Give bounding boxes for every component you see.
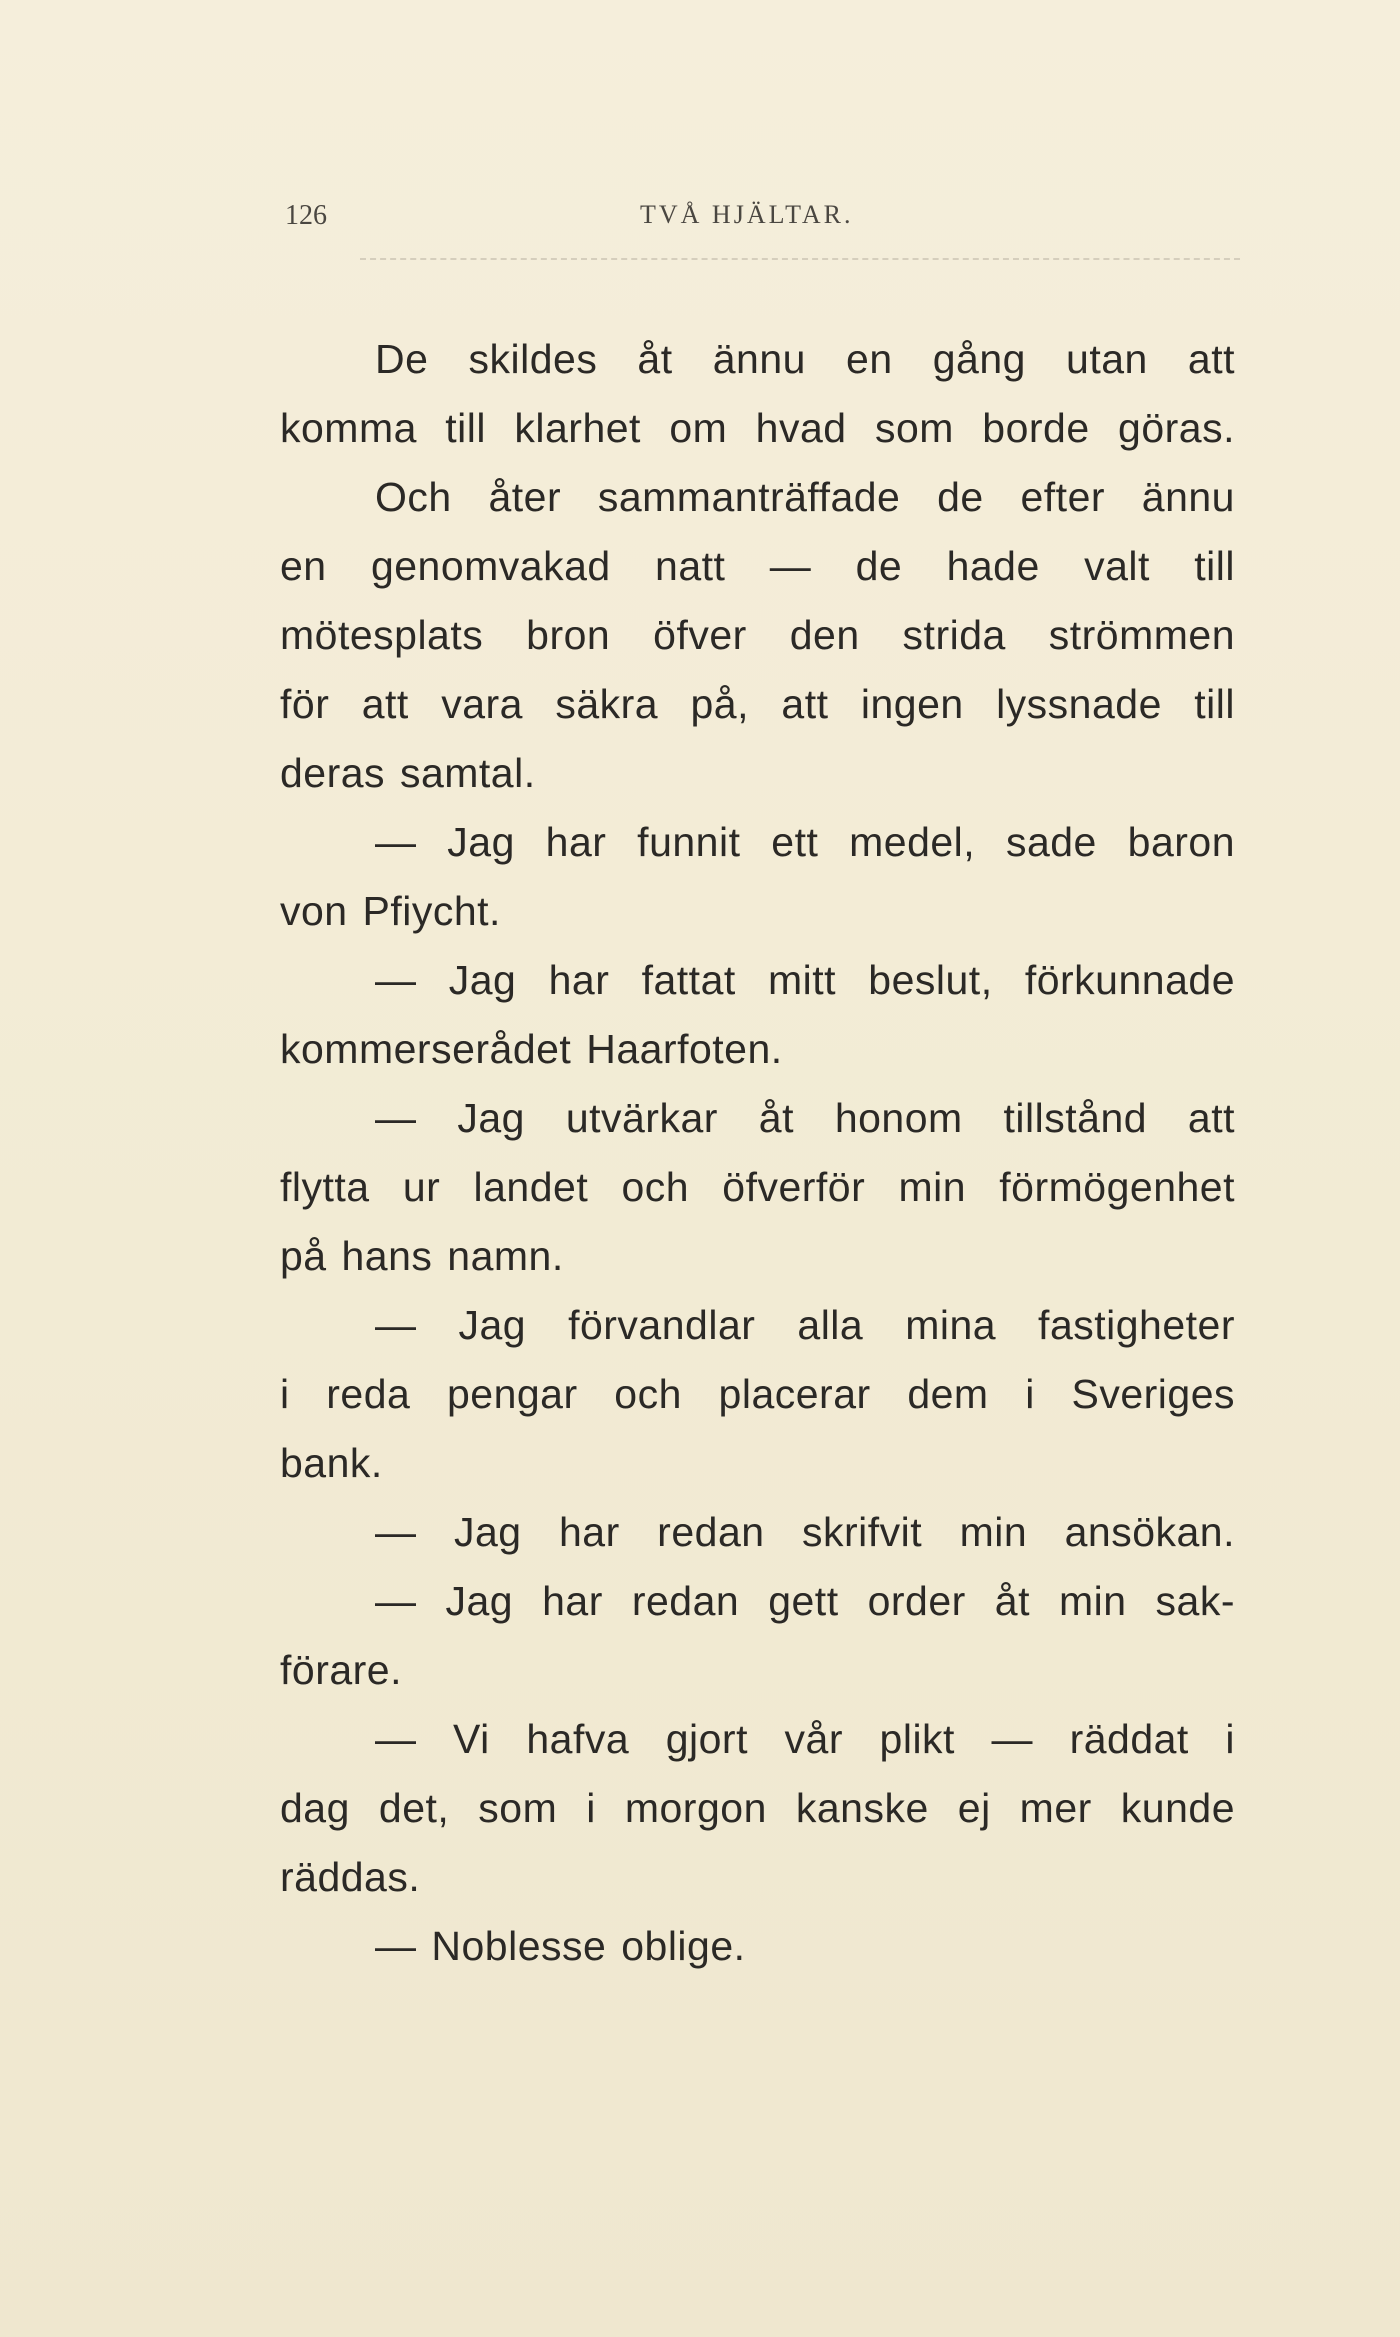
text-line: kommerserådet Haarfoten. (280, 1026, 783, 1072)
text-line: på hans namn. (280, 1233, 564, 1279)
text-line: komma till klarhet om hvad som borde göras. (280, 405, 1235, 451)
text-line: — Jag utvärkar åt honom tillstånd att (375, 1095, 1235, 1141)
text-line: deras samtal. (280, 750, 536, 796)
text-line: dag det, som i morgon kanske ej mer kunde (280, 1785, 1235, 1831)
text-line: — Vi hafva gjort vår plikt — räddat i (375, 1716, 1235, 1762)
text-line: — Jag har redan skrifvit min ansökan. (375, 1509, 1235, 1555)
text-line: — Jag förvandlar alla mina fastigheter (375, 1302, 1235, 1348)
text-line: — Jag har redan gett order åt min sak- (375, 1578, 1235, 1624)
text-line: förare. (280, 1647, 402, 1693)
text-line: — Jag har funnit ett medel, sade baron (375, 819, 1235, 865)
page-number: 126 (285, 200, 327, 231)
text-line: — Noblesse oblige. (375, 1923, 746, 1969)
text-line: — Jag har fattat mitt beslut, förkunnade (375, 957, 1235, 1003)
running-head (285, 200, 1245, 240)
text-line: i reda pengar och placerar dem i Sveriges (280, 1371, 1235, 1417)
text-line: för att vara säkra på, att ingen lyssnade till (280, 681, 1235, 727)
header-rule (360, 258, 1240, 260)
text-line: mötesplats bron öfver den strida strömmen (280, 612, 1235, 658)
text-line: von Pfiycht. (280, 888, 501, 934)
text-line: en genomvakad natt — de hade valt till (280, 543, 1235, 589)
running-title: TVÅ HJÄLTAR. (640, 200, 854, 229)
body-text (280, 325, 1235, 1981)
text-line: flytta ur landet och öfverför min förmögenhet (280, 1164, 1235, 1210)
text-line: Och åter sammanträffade de efter ännu (375, 474, 1235, 520)
text-line: bank. (280, 1440, 383, 1486)
text-line: räddas. (280, 1854, 421, 1900)
text-line: De skildes åt ännu en gång utan att (375, 336, 1235, 382)
